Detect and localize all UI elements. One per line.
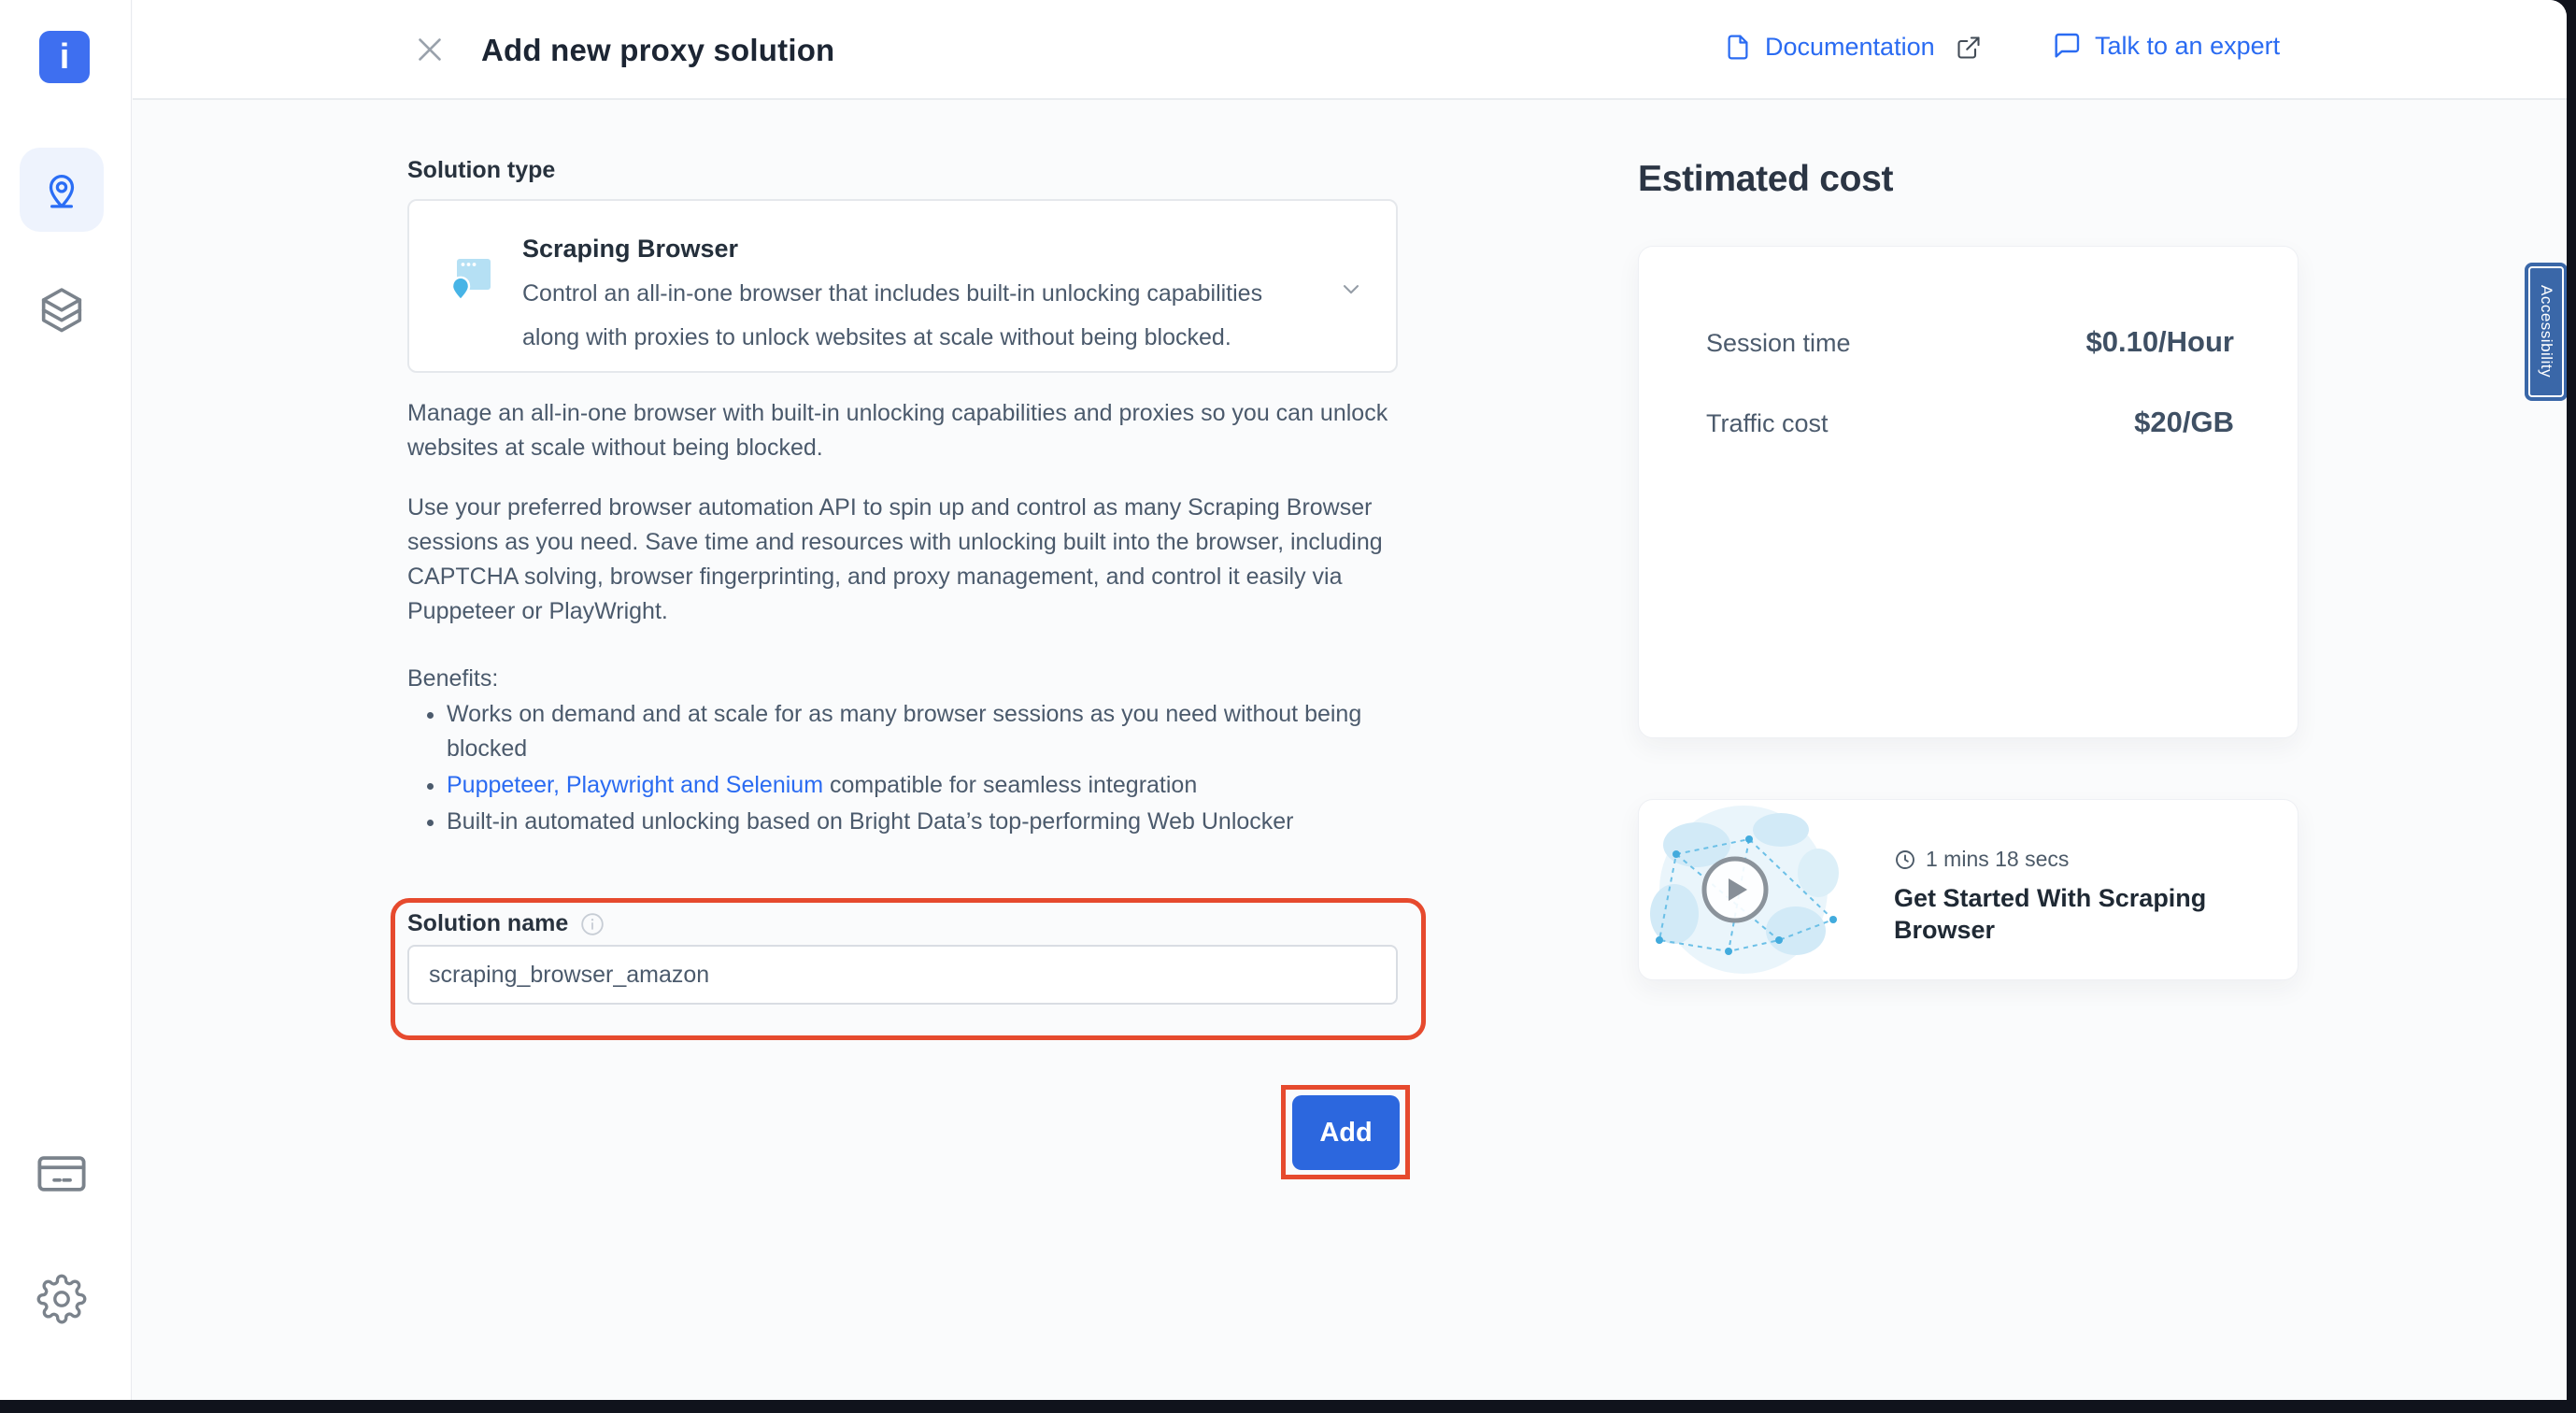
solution-name-label-row <box>407 910 605 937</box>
sidebar-item-datasets[interactable] <box>31 279 93 343</box>
cost-value: $20/GB <box>2134 406 2234 438</box>
brand-logo-glyph: i <box>59 36 70 77</box>
video-duration: 1 mins 18 secs <box>1926 847 2070 871</box>
cost-label: Traffic cost <box>1706 409 1829 437</box>
cost-row-session-time <box>1706 325 2234 359</box>
layers-icon <box>35 282 89 340</box>
estimated-cost-title: Estimated cost <box>1638 159 1894 199</box>
benefits-label: Benefits: <box>407 665 499 692</box>
cost-label: Session time <box>1706 329 1851 357</box>
solution-name-input[interactable] <box>407 945 1398 1005</box>
location-pin-icon <box>40 168 83 211</box>
details-paragraph: Use your preferred browser automation API to spin up and control as many Scraping Browser sessions as you need. Save time and resources with unlocking built into the browser, including CAPTCHA solving, browser fingerprinting, and proxy management, and control it easily via Puppeteer or PlayWright. <box>407 494 1383 624</box>
video-duration-row <box>1894 847 2069 872</box>
external-link-icon <box>1956 35 1982 61</box>
benefit-item: • Puppeteer, Playwright and Selenium compatible for seamless integration <box>447 768 1421 803</box>
cost-row-traffic-cost <box>1706 406 2234 439</box>
solution-type-label: Solution type <box>407 157 556 183</box>
sidebar-item-proxies[interactable] <box>20 148 104 232</box>
brand-logo[interactable] <box>39 31 90 83</box>
gear-icon <box>36 1274 87 1324</box>
documentation-link[interactable] <box>1724 31 1982 64</box>
intro-paragraph: Manage an all-in-one browser with built-in unlocking capabilities and proxies so you can unlock websites at scale without being blocked. <box>407 400 1388 461</box>
accessibility-tab[interactable] <box>2525 263 2567 401</box>
solution-name-label: Solution name <box>407 910 569 936</box>
sidebar-item-settings[interactable] <box>34 1271 90 1327</box>
accessibility-label: Accessibility <box>2538 285 2555 378</box>
estimated-cost-card <box>1638 246 2298 738</box>
benefit-item: • Built-in automated unlocking based on Bright Data’s top-performing Web Unlocker <box>447 805 1421 839</box>
info-icon[interactable] <box>580 912 605 936</box>
benefits-list <box>407 697 1421 841</box>
close-button[interactable] <box>408 28 451 71</box>
chevron-down-icon <box>1338 276 1364 302</box>
getting-started-video-card[interactable] <box>1638 799 2298 980</box>
talk-to-expert-label: Talk to an expert <box>2095 31 2281 60</box>
benefit-item: • Works on demand and at scale for as many browser sessions as you need without being blocked <box>447 697 1421 766</box>
sidebar <box>0 0 132 1400</box>
close-icon <box>412 32 448 67</box>
cost-value: $0.10/Hour <box>2085 325 2234 358</box>
talk-to-expert-link[interactable] <box>2052 31 2280 61</box>
sidebar-item-billing[interactable] <box>34 1150 90 1197</box>
globe-network-illustration <box>1639 800 1869 979</box>
document-icon <box>1724 31 1752 64</box>
solution-type-description: Control an all-in-one browser that includes built-in unlocking capabilities along with proxies to unlock websites at scale without being blocked. <box>522 280 1263 350</box>
credit-card-icon <box>36 1154 87 1193</box>
frameworks-link[interactable]: Puppeteer, Playwright and Selenium <box>447 772 824 798</box>
chat-bubble-icon <box>2052 31 2082 61</box>
solution-type-title: Scraping Browser <box>522 235 739 263</box>
video-title: Get Started With Scraping Browser <box>1894 884 2207 944</box>
page-title: Add new proxy solution <box>481 33 835 67</box>
clock-icon <box>1894 849 1916 871</box>
add-button[interactable]: Add <box>1292 1095 1400 1170</box>
solution-type-select[interactable] <box>407 199 1398 373</box>
documentation-label: Documentation <box>1765 33 1935 61</box>
scraping-browser-icon <box>443 251 497 306</box>
